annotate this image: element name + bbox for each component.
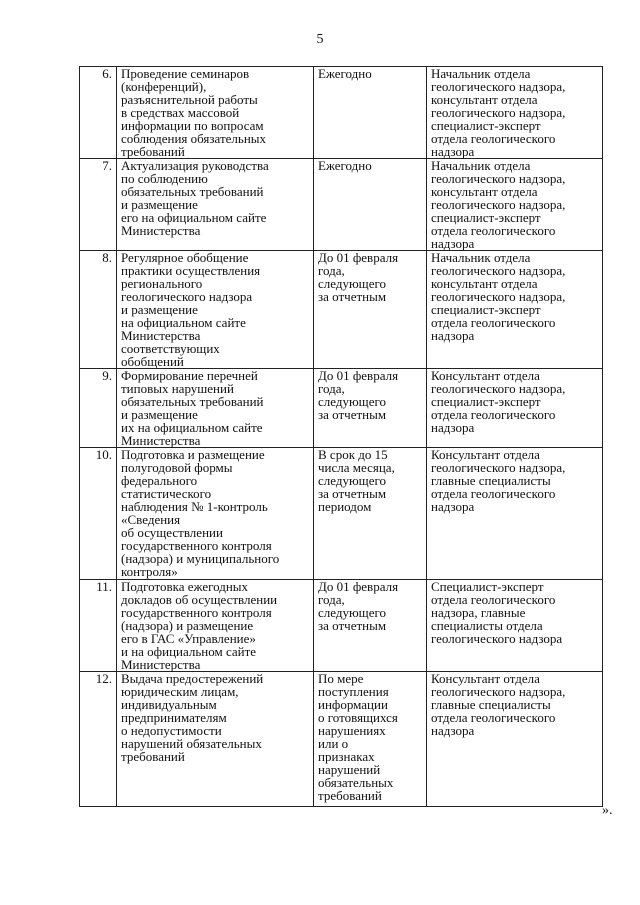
deadline-cell: Ежегодно	[314, 67, 427, 159]
table-row	[80, 672, 603, 807]
row-number: 7.	[80, 159, 117, 251]
row-number: 9.	[80, 369, 117, 448]
page-number: 5	[316, 32, 324, 47]
responsible-cell: Консультант отдела геологического надзора, главные специалисты отдела геологического надзора	[427, 672, 603, 807]
action-cell: Актуализация руководства по соблюдению обязательных требований и размещение его на официальном сайте Министерства	[117, 159, 314, 251]
deadline-cell: До 01 февраля года, следующего за отчетным	[314, 251, 427, 369]
table-row	[80, 67, 603, 159]
responsible-cell: Консультант отдела геологического надзора, главные специалисты отдела геологического надзора	[427, 448, 603, 580]
table-row	[80, 369, 603, 448]
responsible-cell: Начальник отдела геологического надзора, консультант отдела геологического надзора, специалист-эксперт отдела геологического надзора	[427, 159, 603, 251]
row-number: 6.	[80, 67, 117, 159]
responsible-cell: Консультант отдела геологического надзора, специалист-эксперт отдела геологического надзора	[427, 369, 603, 448]
table-row	[80, 159, 603, 251]
row-number: 10.	[80, 448, 117, 580]
deadline-cell: Ежегодно	[314, 159, 427, 251]
row-number: 8.	[80, 251, 117, 369]
deadline-cell: По мере поступления информации о готовящихся нарушениях или о признаках нарушений обязательных требований	[314, 672, 427, 807]
table-row	[80, 251, 603, 369]
deadline-cell: До 01 февраля года, следующего за отчетным	[314, 580, 427, 672]
action-cell: Выдача предостережений юридическим лицам, индивидуальным предпринимателям о недопустимости нарушений обязательных требований	[117, 672, 314, 807]
deadline-cell: До 01 февраля года, следующего за отчетным	[314, 369, 427, 448]
action-cell: Формирование перечней типовых нарушений обязательных требований и размещение их на официальном сайте Министерства	[117, 369, 314, 448]
responsible-cell: Начальник отдела геологического надзора, консультант отдела геологического надзора, специалист-эксперт отдела геологического надзора	[427, 67, 603, 159]
action-cell: Проведение семинаров (конференций), разъяснительной работы в средствах массовой информации по вопросам соблюдения обязательных требований	[117, 67, 314, 159]
measures-table	[79, 66, 603, 807]
action-cell: Регулярное обобщение практики осуществления регионального геологического надзора и размещение на официальном сайте Министерства соответствующих обобщений	[117, 251, 314, 369]
action-cell: Подготовка ежегодных докладов об осуществлении государственного контроля (надзора) и размещение его в ГАС «Управление» и на официальном сайте Министерства	[117, 580, 314, 672]
responsible-cell: Начальник отдела геологического надзора, консультант отдела геологического надзора, специалист-эксперт отдела геологического надзора	[427, 251, 603, 369]
row-number: 11.	[80, 580, 117, 672]
closing-quote-mark: ».	[602, 803, 613, 818]
table-row	[80, 448, 603, 580]
responsible-cell: Специалист-эксперт отдела геологического надзора, главные специалисты отдела геологического надзора	[427, 580, 603, 672]
row-number: 12.	[80, 672, 117, 807]
action-cell: Подготовка и размещение полугодовой формы федерального статистического наблюдения № 1-контроль «Сведения об осуществлении государственного контроля (надзора) и муниципального контроля»	[117, 448, 314, 580]
deadline-cell: В срок до 15 числа месяца, следующего за отчетным периодом	[314, 448, 427, 580]
table-row	[80, 580, 603, 672]
